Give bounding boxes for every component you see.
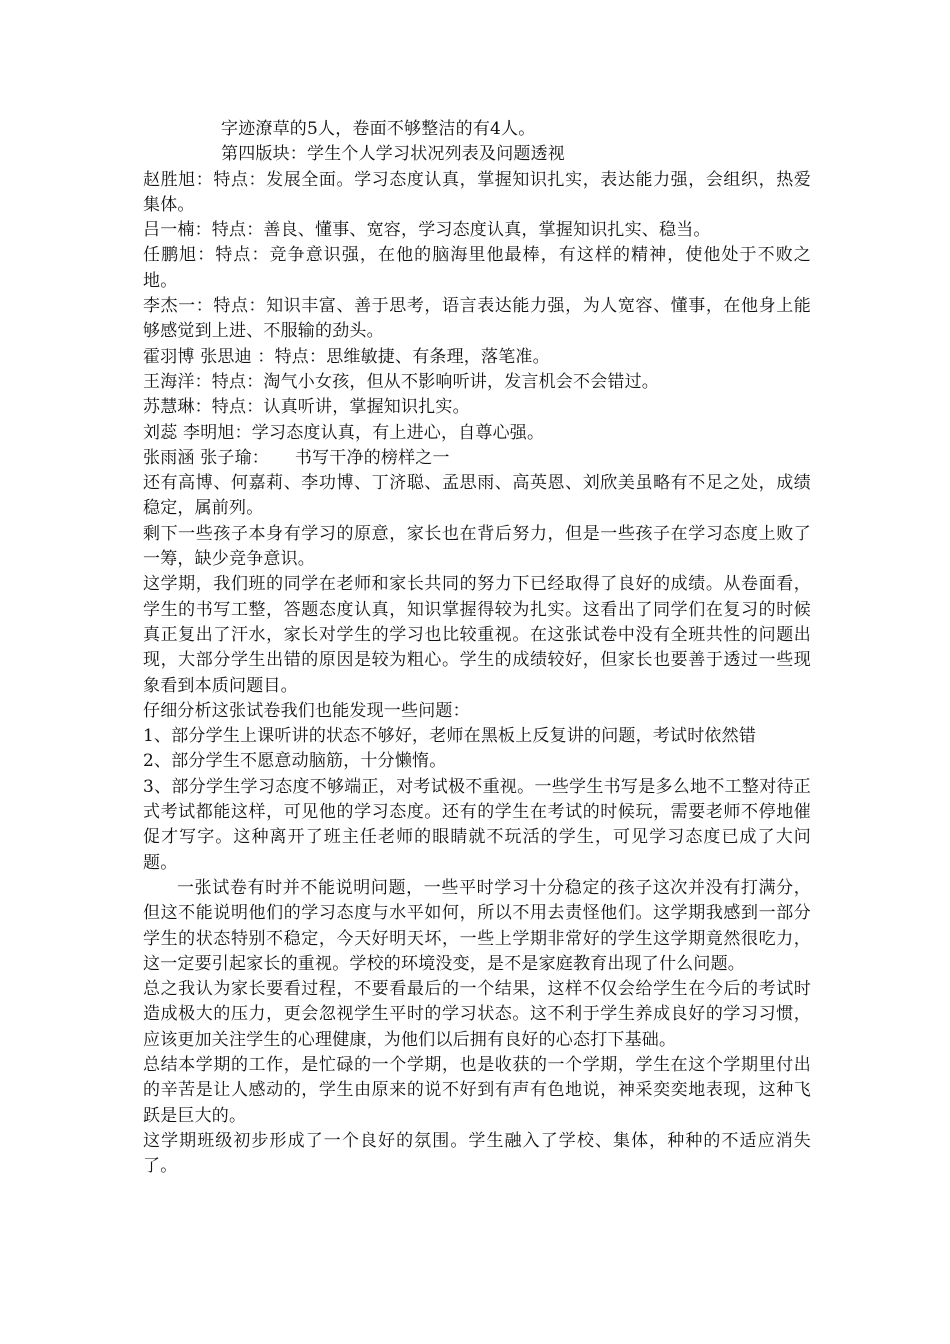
paragraph: 一张试卷有时并不能说明问题，一些平时学习十分稳定的孩子这次并没有打满分，但这不能说明他们的学习态度与水平如何，所以不用去责怪他们。这学期我感到一部分学生的状态特别不稳定，今天好明天坏，一些上学期非常好的学生这学期竟然很吃力，这一定要引起家长的重视。学校的环境没变，是不是家庭教育出现了什么问题。: [143, 877, 811, 974]
paragraph: 剩下一些孩子本身有学习的原意，家长也在背后努力，但是一些孩子在学习态度上败了一筹，缺少竞争意识。: [143, 523, 811, 570]
problem-item: 1、部分学生上课听讲的状态不够好，老师在黑板上反复讲的问题，考试时依然错: [143, 726, 757, 747]
problem-item: 2、部分学生不愿意动脑筋，十分懒惰。: [143, 751, 447, 772]
student-entry: 霍羽博 张思迪 ：特点：思维敏捷、有条理，落笔准。: [143, 346, 550, 367]
paragraph: 还有高博、何嘉莉、李功博、丁济聪、孟思雨、高英恩、刘欣美虽略有不足之处，成绩稳定，属前列。: [143, 473, 811, 519]
student-entry: 吕一楠：特点：善良、懂事、宽容，学习态度认真，掌握知识扎实、稳当。: [143, 220, 711, 241]
paragraph: 总之我认为家长要看过程，不要看最后的一个结果，这样不仅会给学生在今后的考试时造成极大的压力，更会忽视学生平时的学习状态。这不利于学生养成良好的学习习惯，应该更加关注学生的心理健康，为他们以后拥有良好的心态打下基础。: [143, 979, 811, 1050]
section-heading: 第四版块：学生个人学习状况列表及问题透视: [221, 144, 565, 165]
student-entry: 刘蕊 李明旭：学习态度认真，有上进心，自尊心强。: [143, 422, 545, 443]
student-entry: 张雨涵 张子瑜： 书写干净的榜样之一: [143, 447, 450, 468]
paragraph-handwriting-stats: 字迹潦草的5人，卷面不够整洁的有4人。: [221, 119, 536, 139]
document-body: [143, 117, 811, 1179]
student-entry: 苏慧琳：特点：认真听讲，掌握知识扎实。: [143, 397, 470, 418]
problem-item: 3、部分学生学习态度不够端正，对考试极不重视。一些学生书写是多么地不工整对待正式考试都能这样，可见他的学习态度。还有的学生在考试的时候玩，需要老师不停地催促才写字。这种离开了班主任老师的眼睛就不玩活的学生，可见学习态度已成了大问题。: [143, 776, 811, 873]
student-entry: 任鹏旭：特点：竞争意识强，在他的脑海里他最棒，有这样的精神，使他处于不败之地。: [143, 245, 811, 291]
paragraph: 总结本学期的工作，是忙碌的一个学期，也是收获的一个学期，学生在这个学期里付出的辛苦是让人感动的，学生由原来的说不好到有声有色地说，神采奕奕地表现，这种飞跃是巨大的。: [143, 1054, 811, 1126]
student-entry: 王海洋：特点：淘气小女孩，但从不影响听讲，发言机会不会错过。: [143, 371, 659, 392]
paragraph: 仔细分析这张试卷我们也能发现一些问题：: [143, 700, 470, 721]
student-entry: 李杰一：特点：知识丰富、善于思考，语言表达能力强，为人宽容、懂事，在他身上能够感觉到上进、不服输的劲头。: [143, 296, 811, 342]
student-entry: 赵胜旭：特点：发展全面。学习态度认真，掌握知识扎实，表达能力强，会组织，热爱集体。: [143, 169, 811, 215]
paragraph: 这学期班级初步形成了一个良好的氛围。学生融入了学校、集体，种种的不适应消失了。: [143, 1130, 811, 1177]
paragraph: 这学期，我们班的同学在老师和家长共同的努力下已经取得了良好的成绩。从卷面看，学生的书写工整，答题态度认真，知识掌握得较为扎实。这看出了同学们在复习的时候真正复出了汗水，家长对学生的学习也比较重视。在这张试卷中没有全班共性的问题出现，大部分学生出错的原因是较为粗心。学生的成绩较好，但家长也要善于透过一些现象看到本质问题目。: [143, 574, 811, 696]
